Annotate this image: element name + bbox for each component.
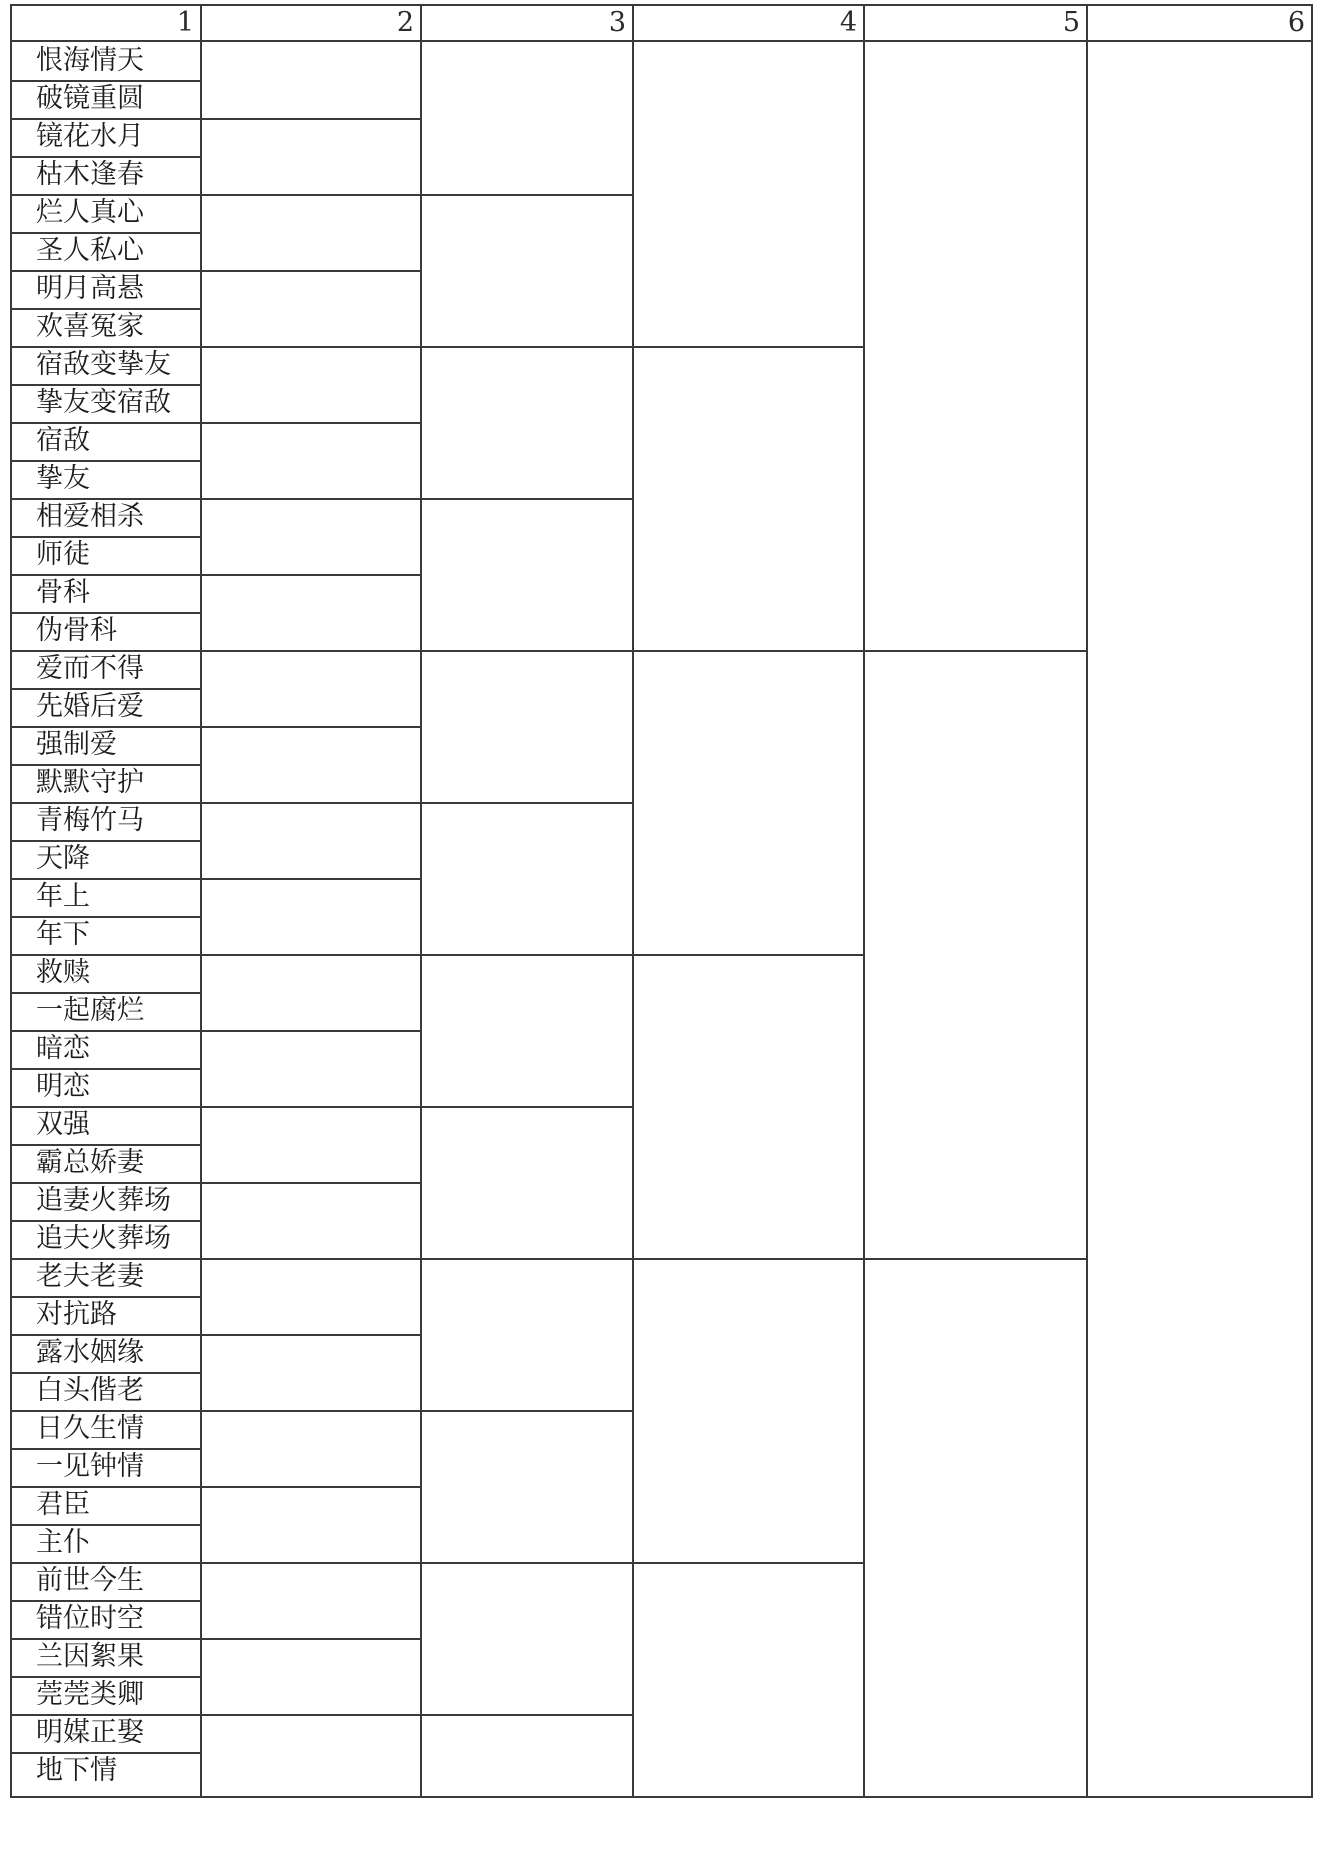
round-2-slot-divider xyxy=(200,346,420,348)
bracket-entry: 师徒 xyxy=(36,539,90,570)
round-3-slot-divider xyxy=(420,498,632,500)
column-separator xyxy=(632,4,634,1798)
column-separator xyxy=(1086,4,1088,1798)
bracket-entry: 欢喜冤家 xyxy=(36,311,144,342)
round-3-slot-divider xyxy=(420,346,632,348)
round-3-slot-divider xyxy=(420,1562,632,1564)
bracket-entry: 爱而不得 xyxy=(36,653,144,684)
round-header-2: 2 xyxy=(396,7,414,38)
round-2-slot-divider xyxy=(200,1030,420,1032)
bracket-entry: 明恋 xyxy=(36,1071,90,1102)
round-3-slot-divider xyxy=(420,954,632,956)
bracket-entry: 老夫老妻 xyxy=(36,1261,144,1292)
column-separator xyxy=(1311,4,1313,1798)
round-4-slot-divider xyxy=(632,1258,863,1260)
bracket-entry: 明月高悬 xyxy=(36,273,144,304)
frame-bottom xyxy=(10,1796,1311,1798)
round-2-slot-divider xyxy=(200,1638,420,1640)
round-header-4: 4 xyxy=(839,7,857,38)
column-separator xyxy=(10,4,12,1798)
round-3-slot-divider xyxy=(420,1410,632,1412)
round-3-slot-divider xyxy=(420,650,632,652)
round-2-slot-divider xyxy=(200,878,420,880)
bracket-entry: 救赎 xyxy=(36,957,90,988)
round-2-slot-divider xyxy=(200,726,420,728)
bracket-entry: 露水姻缘 xyxy=(36,1337,144,1368)
bracket-entry: 错位时空 xyxy=(36,1603,144,1634)
header-divider xyxy=(10,40,1311,42)
round-2-slot-divider xyxy=(200,574,420,576)
column-separator xyxy=(863,4,865,1798)
round-3-slot-divider xyxy=(420,1258,632,1260)
bracket-entry: 恨海情天 xyxy=(36,45,144,76)
bracket-entry: 地下情 xyxy=(36,1755,117,1786)
round-3-slot-divider xyxy=(420,802,632,804)
bracket-entry: 兰因絮果 xyxy=(36,1641,144,1672)
bracket-entry: 枯木逢春 xyxy=(36,159,144,190)
round-2-slot-divider xyxy=(200,802,420,804)
bracket-entry: 白头偕老 xyxy=(36,1375,144,1406)
round-2-slot-divider xyxy=(200,498,420,500)
bracket-entry: 明媒正娶 xyxy=(36,1717,144,1748)
bracket-entry: 先婚后爱 xyxy=(36,691,144,722)
bracket-entry: 君臣 xyxy=(36,1489,90,1520)
bracket-entry: 暗恋 xyxy=(36,1033,90,1064)
round-2-slot-divider xyxy=(200,1106,420,1108)
round-header-3: 3 xyxy=(608,7,626,38)
bracket-entry: 一见钟情 xyxy=(36,1451,144,1482)
round-4-slot-divider xyxy=(632,346,863,348)
bracket-entry: 追妻火葬场 xyxy=(36,1185,171,1216)
round-3-slot-divider xyxy=(420,1714,632,1716)
bracket-entry: 骨科 xyxy=(36,577,90,608)
bracket-entry: 莞莞类卿 xyxy=(36,1679,144,1710)
bracket-entry: 追夫火葬场 xyxy=(36,1223,171,1254)
round-2-slot-divider xyxy=(200,118,420,120)
bracket-entry: 默默守护 xyxy=(36,767,144,798)
bracket-entry: 年下 xyxy=(36,919,90,950)
round-3-slot-divider xyxy=(420,194,632,196)
bracket-entry: 青梅竹马 xyxy=(36,805,144,836)
round-2-slot-divider xyxy=(200,1334,420,1336)
bracket-entry: 日久生情 xyxy=(36,1413,144,1444)
round-4-slot-divider xyxy=(632,954,863,956)
round-2-slot-divider xyxy=(200,1258,420,1260)
round-2-slot-divider xyxy=(200,1410,420,1412)
round-2-slot-divider xyxy=(200,1714,420,1716)
bracket-entry: 相爱相杀 xyxy=(36,501,144,532)
round-2-slot-divider xyxy=(200,1486,420,1488)
bracket-entry: 强制爱 xyxy=(36,729,117,760)
round-3-slot-divider xyxy=(420,1106,632,1108)
round-2-slot-divider xyxy=(200,194,420,196)
bracket-entry: 一起腐烂 xyxy=(36,995,144,1026)
column-separator xyxy=(420,4,422,1798)
round-4-slot-divider xyxy=(632,650,863,652)
round-2-slot-divider xyxy=(200,954,420,956)
bracket-entry: 对抗路 xyxy=(36,1299,117,1330)
round-2-slot-divider xyxy=(200,270,420,272)
bracket-entry: 天降 xyxy=(36,843,90,874)
round-2-slot-divider xyxy=(200,650,420,652)
bracket-entry: 破镜重圆 xyxy=(36,83,144,114)
round-4-slot-divider xyxy=(632,1562,863,1564)
bracket-entry: 主仆 xyxy=(36,1527,90,1558)
bracket-entry: 烂人真心 xyxy=(36,197,144,228)
round-header-6: 6 xyxy=(1287,7,1305,38)
bracket-entry: 前世今生 xyxy=(36,1565,144,1596)
round-5-slot-divider xyxy=(863,650,1086,652)
bracket-entry: 宿敌 xyxy=(36,425,90,456)
bracket-entry: 年上 xyxy=(36,881,90,912)
round-2-slot-divider xyxy=(200,1182,420,1184)
bracket-entry: 镜花水月 xyxy=(36,121,144,152)
column-separator xyxy=(200,4,202,1798)
bracket-entry: 圣人私心 xyxy=(36,235,144,266)
round-2-slot-divider xyxy=(200,1562,420,1564)
round-header-5: 5 xyxy=(1062,7,1080,38)
bracket-entry: 双强 xyxy=(36,1109,90,1140)
round-2-slot-divider xyxy=(200,422,420,424)
bracket-entry: 霸总娇妻 xyxy=(36,1147,144,1178)
round-5-slot-divider xyxy=(863,1258,1086,1260)
round-header-1: 1 xyxy=(176,7,194,38)
bracket-entry: 宿敌变挚友 xyxy=(36,349,171,380)
bracket-entry: 伪骨科 xyxy=(36,615,117,646)
bracket-entry: 挚友 xyxy=(36,463,90,494)
bracket-entry: 挚友变宿敌 xyxy=(36,387,171,418)
